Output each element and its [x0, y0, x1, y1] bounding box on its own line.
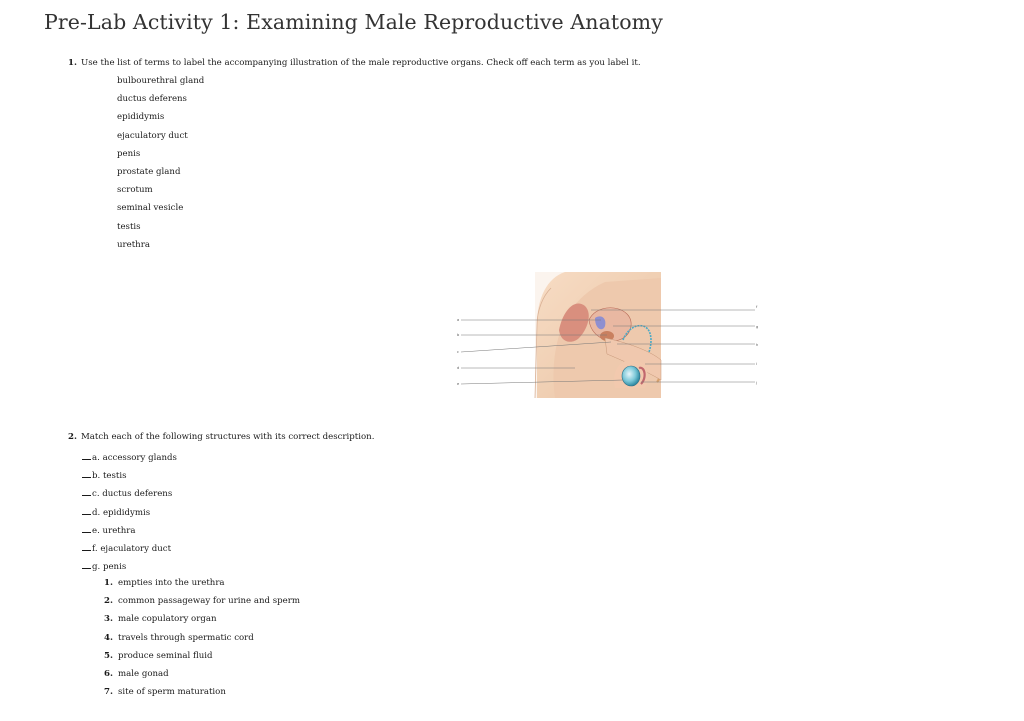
- structure-item: [82, 487, 177, 505]
- term-item: urethra: [117, 239, 150, 250]
- anatomy-illustration-svg: [455, 270, 760, 400]
- answer-blank[interactable]: [82, 524, 91, 533]
- description-text: travels through spermatic cord: [117, 632, 254, 643]
- structure-item: [82, 469, 177, 487]
- structure-item: [82, 451, 177, 469]
- structure-label: f. ejaculatory duct: [92, 543, 172, 554]
- answer-blank[interactable]: [82, 560, 91, 569]
- description-item: [104, 687, 300, 705]
- question-2-prompt: [68, 432, 374, 442]
- term-item: epididymis: [117, 112, 165, 123]
- description-item: [104, 669, 300, 687]
- term-list: [117, 76, 204, 258]
- term-item: ductus deferens: [117, 94, 187, 105]
- structure-label: a. accessory glands: [92, 453, 177, 463]
- question-1-number: 1.: [68, 58, 77, 68]
- description-number: 7.: [104, 687, 113, 698]
- term-item: penis: [117, 148, 141, 159]
- answer-blank[interactable]: [82, 506, 91, 515]
- term-item: prostate gland: [117, 166, 181, 177]
- description-number: 2.: [104, 596, 113, 607]
- figure-label-c: c: [457, 350, 459, 354]
- structure-list: [82, 451, 177, 578]
- term-item: ejaculatory duct: [117, 130, 188, 141]
- description-text: common passageway for urine and sperm: [117, 596, 301, 607]
- figure-label-i: i: [756, 362, 757, 366]
- structure-item: [82, 524, 177, 542]
- figure-label-b: b: [457, 333, 460, 337]
- figure-label-a: a: [457, 318, 460, 322]
- figure-label-g: g: [756, 325, 759, 329]
- page-title: Pre-Lab Activity 1: Examining Male Reproductive Anatomy: [44, 10, 663, 34]
- description-number: 1.: [104, 578, 113, 588]
- description-text: male copulatory organ: [117, 614, 217, 625]
- testis-shape: [622, 366, 640, 386]
- answer-blank[interactable]: [82, 487, 91, 496]
- figure-label-h: h: [756, 343, 759, 347]
- structure-label: b. testis: [92, 471, 127, 482]
- description-item: [104, 651, 300, 669]
- structure-label: e. urethra: [92, 525, 136, 536]
- description-item: [104, 633, 300, 651]
- description-item: [104, 614, 300, 632]
- term-item: scrotum: [117, 185, 153, 196]
- description-item: [104, 578, 300, 596]
- description-text: male gonad: [117, 668, 169, 679]
- structure-item: [82, 542, 177, 560]
- description-text: empties into the urethra: [117, 578, 225, 588]
- question-2-text: Match each of the following structures with its correct description.: [80, 432, 375, 442]
- structure-item: [82, 560, 177, 578]
- structure-label: c. ductus deferens: [92, 489, 173, 500]
- anatomy-illustration: [455, 270, 760, 400]
- answer-blank[interactable]: [82, 469, 91, 478]
- answer-blank[interactable]: [82, 542, 91, 551]
- structure-label: d. epididymis: [92, 507, 151, 518]
- figure-label-f: f: [756, 305, 758, 309]
- question-2-number: 2.: [68, 432, 77, 442]
- description-text: site of sperm maturation: [117, 687, 226, 698]
- figure-label-d: d: [457, 366, 460, 370]
- structure-label: g. penis: [92, 562, 127, 573]
- description-number: 3.: [104, 614, 113, 625]
- description-list: [104, 578, 300, 705]
- structure-item: [82, 506, 177, 524]
- figure-label-e: e: [457, 382, 460, 386]
- question-1-prompt: [68, 58, 641, 68]
- answer-blank[interactable]: [82, 451, 91, 460]
- term-item: testis: [117, 221, 141, 232]
- description-number: 6.: [104, 668, 113, 679]
- figure-label-j: j: [756, 381, 757, 385]
- term-item: seminal vesicle: [117, 203, 184, 214]
- description-text: produce seminal fluid: [117, 650, 213, 661]
- term-item: bulbourethral gland: [117, 76, 205, 86]
- question-1-text: Use the list of terms to label the accompanying illustration of the male reproductive organs. Check off each term as you label it.: [80, 58, 641, 68]
- description-number: 5.: [104, 650, 113, 661]
- description-number: 4.: [104, 632, 113, 643]
- description-item: [104, 596, 300, 614]
